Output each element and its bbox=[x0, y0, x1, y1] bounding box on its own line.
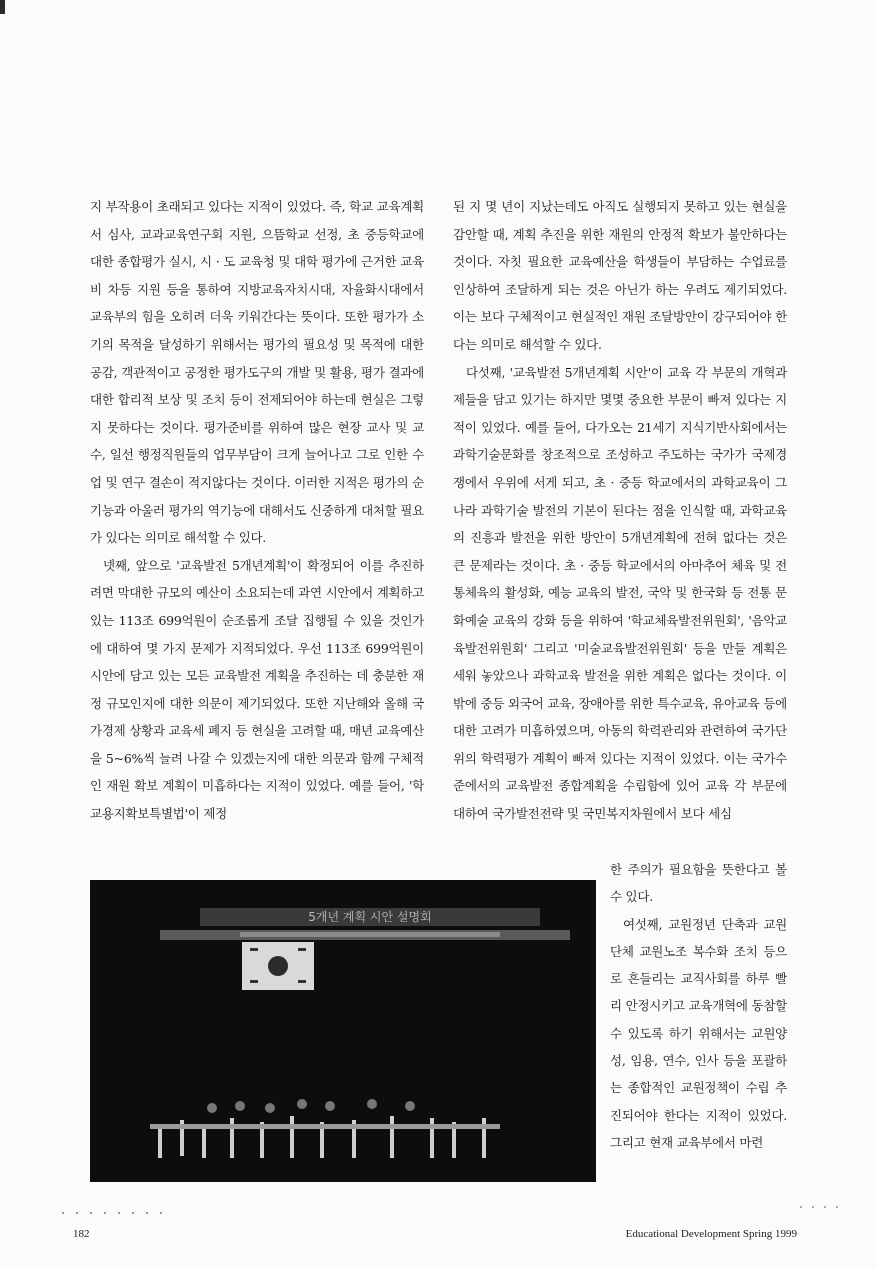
journal-footer: Educational Development Spring 1999 bbox=[625, 1228, 797, 1240]
paragraph-continuation: 한 주의가 필요함을 뜻한다고 볼 수 있다. bbox=[610, 862, 787, 905]
event-photo bbox=[90, 880, 596, 1182]
paragraph: 넷째, 앞으로 '교육발전 5개년계획'이 확정되어 이를 추진하려면 막대한 규모의 예산이 소요되는데 과연 시안에서 계획하고 있는 113조 699억원이 순조롭게 조달 집행될 수 있을 것인가에 대하여 몇 가지 문제가 지적되었다. 우선 113조 699억원이 시안에 담고 있는 모든 교육발전 계획을 추진하는 데 충분한 재정 규모인지에 대한 의문이 제기되었다. 또한 지난해와 올해 국가경제 상황과 교육세 폐지 등 현실을 고려할 때, 매년 교육예산을 5~6%씩 늘려 나갈 수 있겠는지에 대한 의문과 함께 구체적인 재원 확보 계획이 미흡하다는 지적이 있었다. 예를 들어, '학교용지확보특별법'이 제정 bbox=[90, 557, 424, 822]
paragraph: 여섯째, 교원정년 단축과 교원단체 교원노조 복수화 조치 등으로 흔들리는 교직사회를 하루 빨리 안정시키고 교육개혁에 동참할 수 있도록 하기 위해서는 교원양성, 임용, 연수, 인사 등을 포괄하는 종합적인 교원정책이 수립 추진되어야 한다는 지적이 있었다. 그리고 현재 교육부에서 마련 bbox=[610, 916, 787, 1150]
paragraph: 다섯째, '교육발전 5개년계획 시안'이 교육 각 부문의 개혁과제들을 담고 있기는 하지만 몇몇 중요한 부문이 빠져 있다는 지적이 있었다. 예를 들어, 다가오는 21세기 지식기반사회에서는 과학기술문화를 창조적으로 조성하고 주도하는 국가가 국제경쟁에서 우위에 서게 되고, 초 · 중등 학교에서의 과학교육이 그 나라 과학기술 발전의 기본이 된다는 점을 인식할 때, 과학교육의 진흥과 발전을 위한 방안이 5개년계획에 전혀 없다는 것은 큰 문제라는 것이다. 초 · 중등 학교에서의 아마추어 체육 및 전통체육의 활성화, 예능 교육의 발전, 국악 및 한국화 등 전통 문화예술 교육의 강화 등을 위하여 '학교체육발전위원회', '음악교육발전위원회' 그리고 '미술교육발전위원회' 등을 만들 계획은 세워 놓았으나 과학교육 발전을 위한 계획은 없다는 것이다. 이밖에 중등 외국어 교육, 장애아를 위한 특수교육, 유아교육 등에 대한 고려가 미흡하였으며, 아동의 학력관리와 관련하여 국가단위의 학력평가 계획이 빠져 있다는 지적이 있었다. 이는 국가수준에서의 교육발전 종합계획을 수립함에 있어 교육 각 부문에 대하여 국가발전전략 및 국민복지차원에서 보다 세심 bbox=[453, 364, 787, 822]
scan-edge-mark bbox=[0, 0, 5, 14]
banner-text: 5개년 계획 시안 설명회 bbox=[308, 910, 432, 924]
event-photo-image bbox=[90, 880, 596, 1182]
scan-dots bbox=[62, 1212, 172, 1214]
paragraph: 지 부작용이 초래되고 있다는 지적이 있었다. 즉, 학교 교육계획서 심사, 교과교육연구회 지원, 으뜸학교 선정, 초 중등학교에 대한 종합평가 실시, 시 · 도 교육청 및 대학 평가에 근거한 교육비 차등 지원 등을 통하여 지방교육자치시대, 자율화시대에서 교육부의 힘을 오히려 더욱 키워간다는 뜻이다. 또한 평가가 소기의 목적을 달성하기 위해서는 평가의 필요성 및 목적에 대한 공감, 객관적이고 공정한 평가도구의 개발 및 활용, 평가 결과에 대한 합리적 보상 및 조치 등이 전제되어야 하는데 현실은 그렇지 못하다는 것이다. 평가준비를 위하여 많은 현장 교사 및 교수, 일선 행정직원들의 업무부담이 크게 늘어나고 그로 인한 수업 및 연구 결손이 적지않다는 것이다. 이러한 지적은 평가의 순기능과 아울러 평가의 역기능에 대해서도 신중하게 대처할 필요가 있다는 의미로 해석할 수 있다. bbox=[90, 199, 424, 546]
right-column-beside-photo bbox=[610, 856, 787, 1156]
scan-dots bbox=[800, 1206, 840, 1208]
page-number: 182 bbox=[73, 1228, 90, 1240]
right-column bbox=[453, 193, 787, 828]
paragraph: 된 지 몇 년이 지났는데도 아직도 실행되지 못하고 있는 현실을 감안할 때, 계획 추진을 위한 재원의 안정적 확보가 불안하다는 것이다. 자칫 필요한 교육예산을 학생들이 부담하는 수업료를 인상하여 조달하게 되는 것은 아닌가 하는 우려도 제기되었다. 이는 보다 구체적이고 현실적인 재원 조달방안이 강구되어야 한다는 의미로 해석할 수 있다. bbox=[453, 199, 787, 352]
left-column bbox=[90, 193, 424, 828]
